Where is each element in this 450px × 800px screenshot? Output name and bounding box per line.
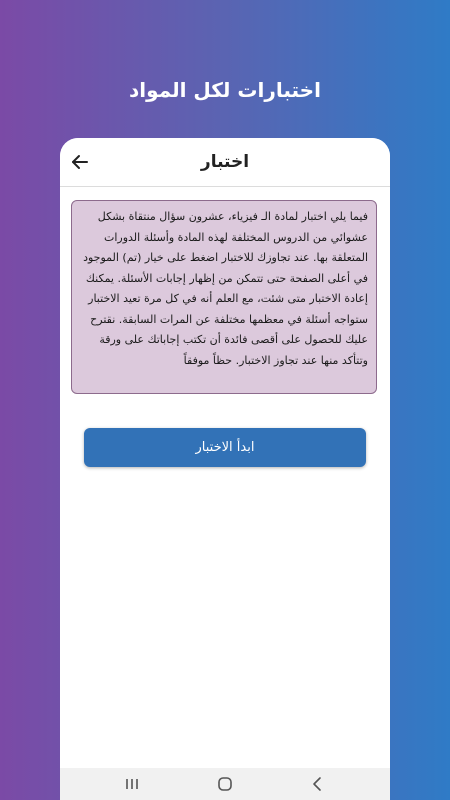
start-test-button[interactable]: ابدأ الاختبار <box>84 428 366 467</box>
back-icon <box>310 776 326 792</box>
recent-apps-button[interactable] <box>120 772 144 796</box>
home-button[interactable] <box>213 772 237 796</box>
recent-apps-icon <box>124 776 140 792</box>
instructions-text: فيما يلي اختبار لمادة الـ فيزياء، عشرون سؤال منتقاة بشكل عشوائي من الدروس المختلفة لهذه المادة وأسئلة الدورات المتعلقة بها. عند تجاوزك للاختبار اضغط على خيار (تم) الموجود في أعلى الصفحة حتى تتمكن من إظهار إجابات الأسئلة. يمكنك إعادة الاختبار متى شئت، مع العلم أنه في كل مرة تعيد الاختبار ستواجه أسئلة في معظمها مختلفة عن المرات السابقة. نقترح عليك للحصول على أقصى فائدة أن تكتب إجاباتك على ورقة وتتأكد منها عند تجاوز الاختبار. حظاً موفقاً <box>83 210 368 367</box>
instructions-box <box>71 200 377 394</box>
system-back-button[interactable] <box>306 772 330 796</box>
promo-title: اختبارات لكل المواد <box>129 78 321 102</box>
home-icon <box>217 776 233 792</box>
page-title: اختبار <box>200 152 250 172</box>
system-nav-bar <box>60 768 390 800</box>
arrow-left-icon <box>71 153 89 171</box>
app-bar <box>60 138 390 187</box>
back-button[interactable] <box>66 148 94 176</box>
phone-screen <box>60 138 390 800</box>
